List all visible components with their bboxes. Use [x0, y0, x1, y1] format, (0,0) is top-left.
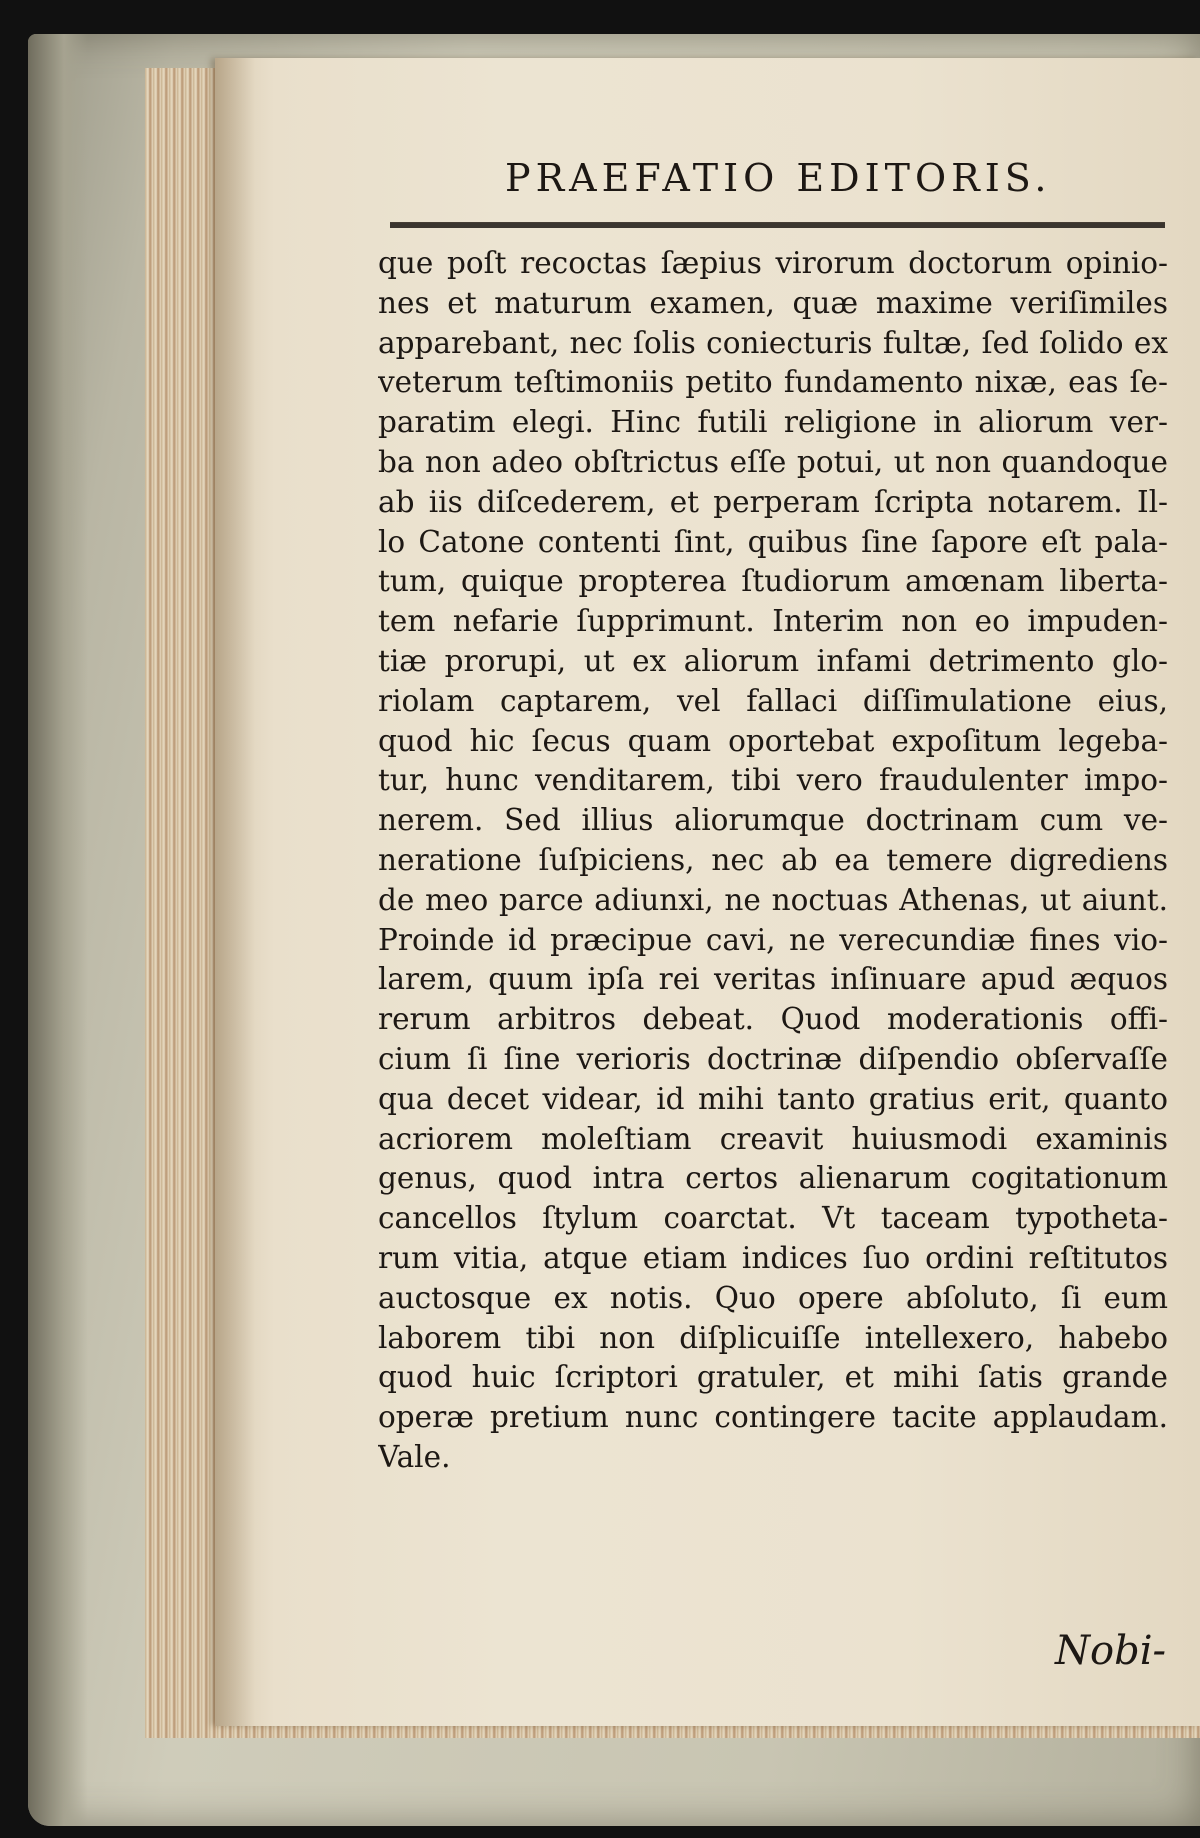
- gutter-shadow: [215, 58, 255, 1726]
- text-line: paratim elegi. Hinc futili religione in aliorum ver-: [378, 405, 1168, 440]
- text-line: ab iis diſcederem, et perperam ſcripta notarem. Il-: [378, 484, 1168, 519]
- text-line: nerem. Sed illius aliorumque doctrinam cum ve-: [378, 803, 1168, 838]
- text-line: auctosque ex notis. Quo opere abſoluto, ſi eum: [378, 1280, 1168, 1315]
- text-line: rum vitia, atque etiam indices ſuo ordini reſtitutos: [378, 1240, 1168, 1275]
- text-line: rerum arbitros debeat. Quod moderationis offi-: [378, 1002, 1168, 1037]
- catchword: Nobi-: [1055, 1628, 1166, 1674]
- text-line: que poſt recoctas ſæpius virorum doctorum opinio-: [378, 246, 1168, 280]
- cover-spine: [28, 34, 88, 1826]
- text-line: tem nefarie ſupprimunt. Interim non eo impuden-: [378, 604, 1168, 639]
- text-line: operæ pretium nunc contingere tacite applaudam.: [378, 1400, 1168, 1435]
- text-line: nes et maturum examen, quæ maxime veriſimiles: [378, 285, 1168, 320]
- running-header: PRAEFATIO EDITORIS.: [505, 156, 1052, 200]
- body-text: [378, 244, 1168, 1478]
- text-line: tur, hunc venditarem, tibi vero fraudulenter impo-: [378, 763, 1168, 798]
- text-line: laborem tibi non diſplicuiſſe intellexero, habebo: [378, 1320, 1168, 1355]
- text-line: Vale.: [378, 1439, 451, 1474]
- text-line: de meo parce adiunxi, ne noctuas Athenas, ut aiunt.: [378, 882, 1168, 917]
- text-line: cancellos ſtylum coarctat. Vt taceam typotheta-: [378, 1201, 1168, 1236]
- text-line: genus, quod intra certos alienarum cogitationum: [378, 1161, 1168, 1196]
- text-line: quod hic ſecus quam oportebat expoſitum legeba-: [378, 723, 1168, 758]
- text-line: ba non adeo obſtrictus eſſe potui, ut non quandoque: [378, 444, 1168, 479]
- text-line: tum, quique propterea ſtudiorum amœnam liberta-: [378, 564, 1168, 599]
- text-line: qua decet videar, id mihi tanto gratius erit, quanto: [378, 1081, 1168, 1116]
- text-line: lo Catone contenti ſint, quibus ſine ſapore eſt pala-: [378, 524, 1168, 559]
- text-line: apparebant, nec ſolis coniecturis fultæ, ſed ſolido ex: [378, 325, 1168, 360]
- text-line: veterum teſtimoniis petito fundamento nixæ, eas ſe-: [378, 365, 1168, 400]
- text-line: tiæ prorupi, ut ex aliorum infami detrimento glo-: [378, 643, 1168, 678]
- text-line: Proinde id præcipue cavi, ne verecundiæ fines vio-: [378, 922, 1168, 957]
- text-line: riolam captarem, vel fallaci diſſimulatione eius,: [378, 683, 1168, 718]
- header-rule: [390, 222, 1165, 228]
- text-line: larem, quum ipſa rei veritas inſinuare apud æquos: [378, 962, 1168, 997]
- text-line: acriorem moleſtiam creavit huiusmodi examinis: [378, 1121, 1168, 1156]
- text-line: neratione ſuſpiciens, nec ab ea temere digrediens: [378, 842, 1168, 877]
- text-line: cium ſi ſine verioris doctrinæ diſpendio obſervaſſe: [378, 1041, 1168, 1076]
- text-line: quod huic ſcriptori gratuler, et mihi ſatis grande: [378, 1360, 1168, 1395]
